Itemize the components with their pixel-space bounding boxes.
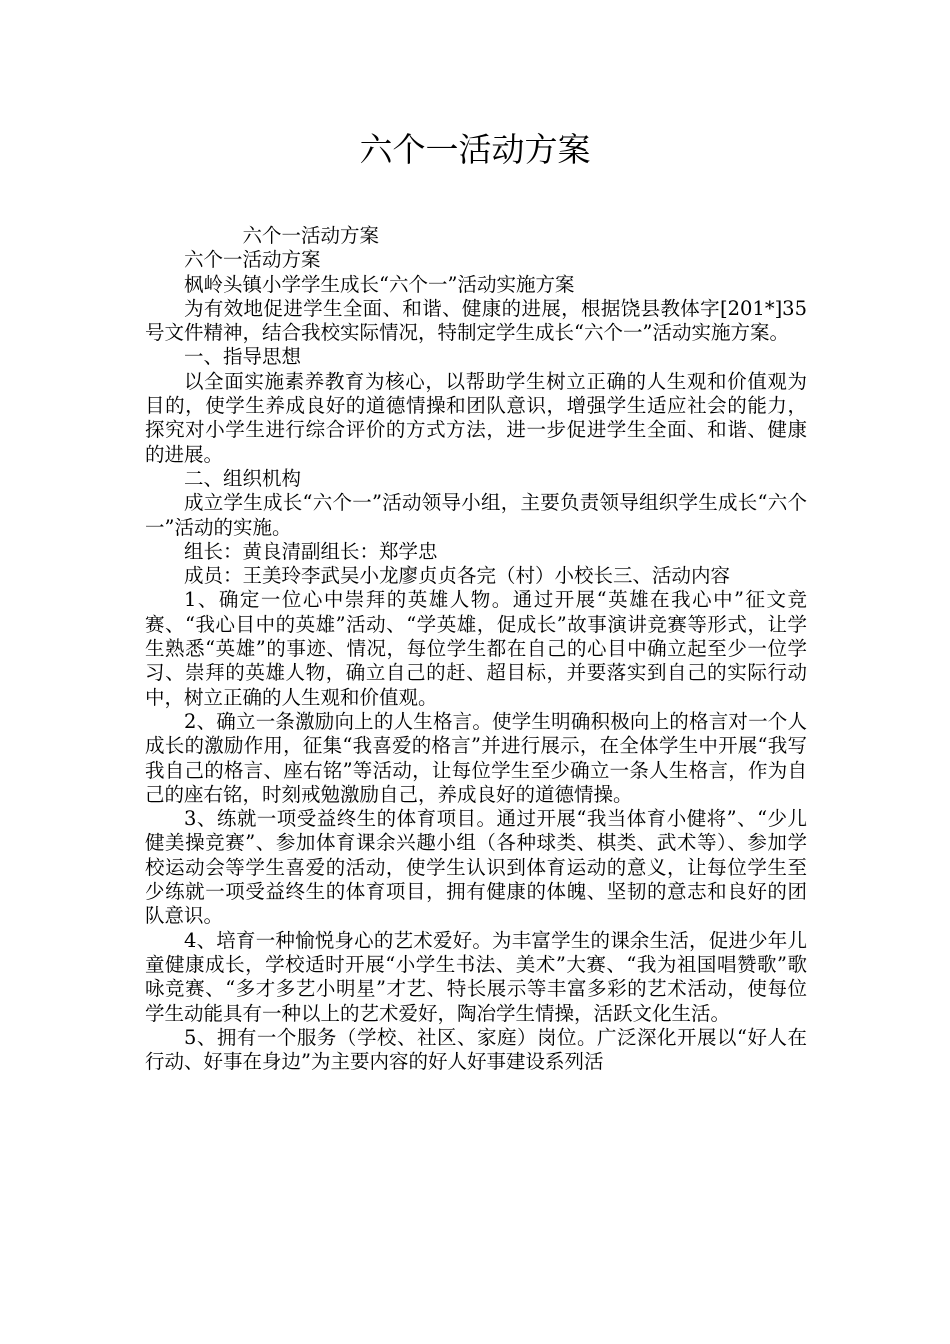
body-paragraph: 六个一活动方案 <box>184 248 321 272</box>
body-paragraph: 六个一活动方案 <box>242 224 380 247</box>
body-paragraph: 4、培育一种愉悦身心的艺术爱好。为丰富学生的课余生活，促进少年儿童健康成长，学校适时开展“小学生书法、美术”大赛、“我为祖国唱赞歌”歌咏竞赛、“多才多艺小明星”才艺、特长展示等丰富多彩的艺术活动，使每位学生动能具有一种以上的艺术爱好，陶冶学生情操，活跃文化生活。 <box>145 928 807 1025</box>
body-paragraph: 成员：王美玲李武吴小龙廖贞贞各完（村）小校长三、活动内容 <box>184 564 731 588</box>
section-heading: 二、组织机构 <box>184 466 302 490</box>
body-paragraph: 1、确定一位心中崇拜的英雄人物。通过开展“英雄在我心中”征文竞赛、“我心目中的英雄”活动、“学英雄，促成长”故事演讲竞赛等形式，让学生熟悉“英雄”的事迹、情况，每位学生都在自己的心目中确立起至少一位学习、崇拜的英雄人物，确立自己的赶、超目标，并要落实到自己的实际行动中，树立正确的人生观和价值观。 <box>145 588 807 709</box>
body-paragraph: 枫岭头镇小学学生成长“六个一”活动实施方案 <box>184 272 575 296</box>
body-paragraph: 为有效地促进学生全面、和谐、健康的进展，根据饶县教体字[201*]35号文件精神，结合我校实际情况，特制定学生成长“六个一”活动实施方案。 <box>145 296 807 345</box>
section-heading: 一、指导思想 <box>184 345 302 369</box>
body-paragraph: 2、确立一条激励向上的人生格言。使学生明确积极向上的格言对一个人成长的激励作用，征集“我喜爱的格言”并进行展示，在全体学生中开展“我写我自己的格言、座右铭”等活动，让每位学生至少确立一条人生格言，作为自己的座右铭，时刻戒勉激励自己，养成良好的道德情操。 <box>145 709 807 806</box>
body-paragraph: 5、拥有一个服务（学校、社区、家庭）岗位。广泛深化开展以“好人在行动、好事在身边”为主要内容的好人好事建设系列活 <box>145 1025 807 1074</box>
body-paragraph: 以全面实施素养教育为核心，以帮助学生树立正确的人生观和价值观为目的，使学生养成良好的道德情操和团队意识，增强学生适应社会的能力，探究对小学生进行综合评价的方式方法，进一步促进学生全面、和谐、健康的进展。 <box>145 369 807 466</box>
body-paragraph: 3、练就一项受益终生的体育项目。通过开展“我当体育小健将”、“少儿健美操竞赛”、参加体育课余兴趣小组（各种球类、棋类、武术等）、参加学校运动会等学生喜爱的活动，使学生认识到体育运动的意义，让每位学生至少练就一项受益终生的体育项目，拥有健康的体魄、坚韧的意志和良好的团队意识。 <box>145 807 807 928</box>
body-paragraph: 组长：黄良清副组长：郑学忠 <box>184 539 438 563</box>
document-title: 六个一活动方案 <box>359 130 591 169</box>
document-body <box>145 224 807 1074</box>
body-paragraph: 成立学生成长“六个一”活动领导小组，主要负责领导组织学生成长“六个一”活动的实施。 <box>145 491 807 539</box>
